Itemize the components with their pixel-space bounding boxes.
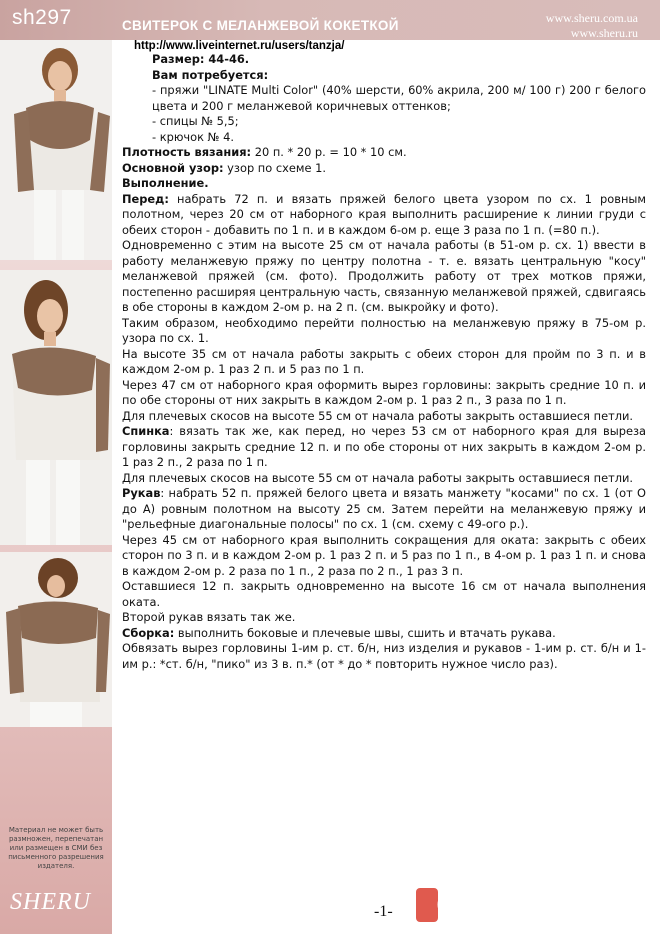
- header-bar: [0, 0, 660, 40]
- sleeve-paragraph: Оставшиеся 12 п. закрыть одновременно на высоте 16 см от начала выполнения оката.: [122, 579, 646, 609]
- watermark-icon: [416, 888, 438, 922]
- density-label: Плотность вязания:: [122, 145, 252, 159]
- pattern-text: [122, 52, 646, 672]
- size-line: [122, 52, 646, 68]
- back-label: Спинка: [122, 424, 170, 438]
- assembly-paragraph: Обвязать вырез горловины 1-им р. ст. б/н, низ изделия и рукавов - 1-им р. ст. б/н и 1-им р.: *ст. б/н, "пико" из 3 в. п.* (от * до * повторить нужное число раз).: [122, 641, 646, 671]
- materials-item: - спицы № 5,5;: [152, 114, 239, 128]
- assembly-label: Сборка:: [122, 625, 175, 640]
- watermark: ostila.ru: [436, 880, 592, 924]
- size-value: 44-46.: [204, 52, 250, 66]
- back-paragraph: Для плечевых скосов на высоте 55 см от начала работы закрыть оставшиеся петли.: [122, 470, 634, 485]
- density-text: 20 п. * 20 р. = 10 * 10 см.: [251, 145, 407, 159]
- site-link-ua[interactable]: www.sheru.com.ua: [545, 11, 638, 25]
- back-text: : вязать так же, как перед, но через 53 см от наборного края для выреза горловины закрыть средние 12 п. и по обе стороны от них закрыть в каждом 2-ом р. 1 раз 2 п., 2 раза по 1 п.: [122, 424, 646, 469]
- back-paragraph: [122, 424, 646, 471]
- pattern-code: sh297: [12, 6, 72, 29]
- pattern-line: [122, 161, 646, 177]
- copyright-notice: Материал не может быть размножен, перепечатан или размещен в СМИ без письменного разрешения издателя.: [8, 826, 104, 870]
- photo-model-side: [0, 270, 112, 545]
- photo-model-front: [0, 40, 112, 260]
- brand-logo: SHERU: [10, 889, 91, 915]
- size-label: Размер:: [152, 52, 205, 66]
- front-paragraph: Одновременно с этим на высоте 25 см от начала работы (в 51-ом р. сх. 1) ввести в работу меланжевую пряжу по центру полотна - т. е. вязать центральную "косу" меланжевой пряжей (см. фото). Продолжить работу от трех мотков пряжи, постепенно расширяя центральную часть, связанную меланжевой пряжей, сдвигаясь в обе стороны в каждом 2-ом р. на 2 п. (см. выкройку и фото).: [122, 238, 646, 314]
- front-paragraph: Через 47 см от наборного края оформить вырез горловины: закрыть средние 10 п. и по обе стороны от них закрыть в каждом 2-ом р. 1 раз 2 п., 3 раза по 1 п.: [122, 377, 646, 407]
- execution-heading: [122, 176, 646, 192]
- page-number: -1-: [374, 903, 393, 920]
- materials-item: - пряжи "LINATE Multi Color" (40% шерсти, 60% акрила, 200 м/ 100 г) 200 г белого цвета и 200 г меланжевой коричневых оттенков;: [152, 83, 646, 113]
- pattern-text-value: узор по схеме 1.: [223, 160, 326, 175]
- sleeve-text: : набрать 52 п. пряжей белого цвета и вязать манжету "косами" по сх. 1 (от О до А) ровным полотном на высоту 25 см. Затем перейти на меланжевую пряжу и "рельефные диагональные полосы" по сх. 1 (см. схему с 49-ого р.).: [122, 486, 646, 531]
- sleeve-paragraph: [122, 486, 646, 533]
- front-paragraph: Для плечевых скосов на высоте 55 см от начала работы закрыть оставшиеся петли.: [122, 408, 634, 423]
- front-paragraph: [122, 192, 646, 239]
- front-label: Перед:: [122, 191, 169, 206]
- sleeve-label: Рукав: [122, 486, 161, 500]
- front-paragraph: На высоте 35 см от начала работы закрыть с обеих сторон для пройм по 3 п. и в каждом 2-ом р. 1 раз 2 п. и 5 раз по 1 п.: [122, 346, 646, 376]
- front-text: набрать 72 п. и вязать пряжей белого цвета узором по сх. 1 ровным полотном, через 20 см от наборного края выполнить расширение к линии груди с обеих сторон - добавить по 1 п. и в каждом 6-ом р. еще 3 раза по 1 п. (=80 п.).: [122, 191, 646, 237]
- materials-item: - крючок № 4.: [152, 129, 234, 144]
- assembly-text: выполнить боковые и плечевые швы, сшить и втачать рукава.: [174, 625, 556, 640]
- front-paragraph: Таким образом, необходимо перейти полностью на меланжевую пряжу в 75-ом р. узора по сх. 1.: [122, 315, 646, 345]
- assembly-paragraph: [122, 626, 646, 642]
- density-line: [122, 145, 646, 161]
- pattern-label: Основной узор:: [122, 160, 224, 175]
- page-title: СВИТЕРОК С МЕЛАНЖЕВОЙ КОКЕТКОЙ: [122, 18, 399, 33]
- photo-model-back: [0, 552, 112, 727]
- site-link-ru[interactable]: www.sheru.ru: [570, 26, 638, 40]
- sleeve-paragraph: Второй рукав вязать так же.: [122, 610, 296, 624]
- sleeve-paragraph: Через 45 см от наборного края выполнить сокращения для оката: закрыть с обеих сторон по 3 п. и в каждом 2-ом р. 1 раз 2 п. и 5 раз по 1 п., в 4-ом р. 1 раз 1 п. и снова в каждом 2-ом р. 2 раза по 1 п., 2 раза по 2 п., 1 раз 3 п.: [122, 532, 646, 578]
- execution-label: Выполнение.: [122, 176, 209, 190]
- materials-title: Вам потребуется:: [152, 67, 269, 82]
- source-url[interactable]: http://www.liveinternet.ru/users/tanzja/: [134, 40, 345, 52]
